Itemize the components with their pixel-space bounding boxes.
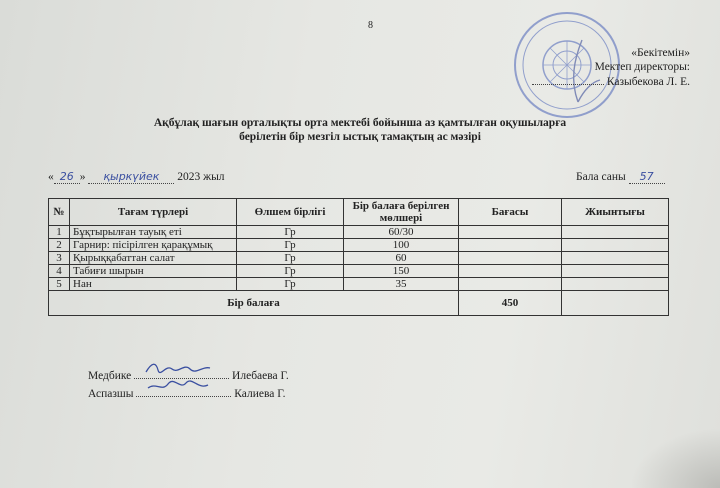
row-dish: Табиғи шырын	[70, 265, 237, 278]
row-dish: Гарнир: пісірілген қарақұмық	[70, 239, 237, 252]
row-amount: 60	[344, 252, 459, 265]
header-dish: Тағам түрлері	[70, 199, 237, 226]
table-header-row	[49, 199, 669, 226]
cook-label: Аспазшы	[88, 388, 134, 400]
row-amount: 150	[344, 265, 459, 278]
table-row	[49, 278, 669, 291]
cook-name: Калиева Г.	[234, 388, 286, 400]
menu-table	[48, 198, 669, 316]
table-row	[49, 239, 669, 252]
row-dish: Қырыққабаттан салат	[70, 252, 237, 265]
child-count-value: 57	[639, 170, 654, 183]
page-number: 8	[368, 20, 373, 31]
row-total	[562, 265, 669, 278]
handwritten-signature-icon	[144, 360, 214, 376]
row-no: 5	[49, 278, 70, 291]
total-label: Бір балаға	[49, 291, 459, 316]
header-no: №	[49, 199, 70, 226]
row-total	[562, 252, 669, 265]
date-year: 2023 жыл	[177, 171, 225, 183]
row-price	[459, 278, 562, 291]
date-line	[48, 170, 225, 184]
total-empty	[562, 291, 669, 316]
header-unit: Өлшем бірлігі	[237, 199, 344, 226]
approval-block	[470, 46, 690, 89]
title-line-2: берілетін бір мезгіл ыстық тамақтың ас мәзірі	[239, 131, 481, 143]
cook-signature-line	[88, 384, 285, 400]
date-open-quote: «	[48, 171, 54, 183]
table-row	[49, 265, 669, 278]
nurse-label: Медбике	[88, 370, 132, 382]
row-unit: Гр	[237, 252, 344, 265]
corner-shadow	[630, 428, 720, 488]
date-day: 26	[59, 170, 74, 183]
header-price: Бағасы	[459, 199, 562, 226]
handwritten-signature-icon	[146, 378, 216, 394]
row-amount: 100	[344, 239, 459, 252]
table-total-row	[49, 291, 669, 316]
date-month: қыркүйек	[103, 170, 160, 183]
row-amount: 60/30	[344, 226, 459, 239]
header-total: Жиынтығы	[562, 199, 669, 226]
director-name: Казыбекова Л. Е.	[606, 76, 690, 88]
row-total	[562, 278, 669, 291]
row-dish: Нан	[70, 278, 237, 291]
row-price	[459, 252, 562, 265]
table-row	[49, 226, 669, 239]
title-line-1: Ақбұлақ шағын орталықты орта мектебі бойынша аз қамтылған оқушыларға	[153, 117, 567, 129]
child-count	[576, 170, 665, 184]
row-no: 4	[49, 265, 70, 278]
row-dish: Бұқтырылған тауық еті	[70, 226, 237, 239]
row-total	[562, 226, 669, 239]
approval-role: Мектеп директоры:	[594, 61, 690, 73]
document-title	[0, 116, 720, 144]
row-unit: Гр	[237, 278, 344, 291]
row-price	[459, 226, 562, 239]
approval-signature-line	[470, 74, 690, 89]
table-row	[49, 252, 669, 265]
child-count-label: Бала саны	[576, 171, 626, 183]
nurse-name: Илебаева Г.	[232, 370, 289, 382]
row-unit: Гр	[237, 239, 344, 252]
row-unit: Гр	[237, 226, 344, 239]
row-price	[459, 265, 562, 278]
row-unit: Гр	[237, 265, 344, 278]
row-total	[562, 239, 669, 252]
date-close-quote: »	[79, 171, 86, 183]
cook-signature	[136, 384, 231, 397]
row-amount: 35	[344, 278, 459, 291]
header-amount: Бір балаға берілген мөлшері	[344, 199, 459, 226]
total-value: 450	[459, 291, 562, 316]
row-no: 1	[49, 226, 70, 239]
row-no: 3	[49, 252, 70, 265]
approval-heading: «Бекітемін»	[631, 47, 690, 59]
row-price	[459, 239, 562, 252]
row-no: 2	[49, 239, 70, 252]
